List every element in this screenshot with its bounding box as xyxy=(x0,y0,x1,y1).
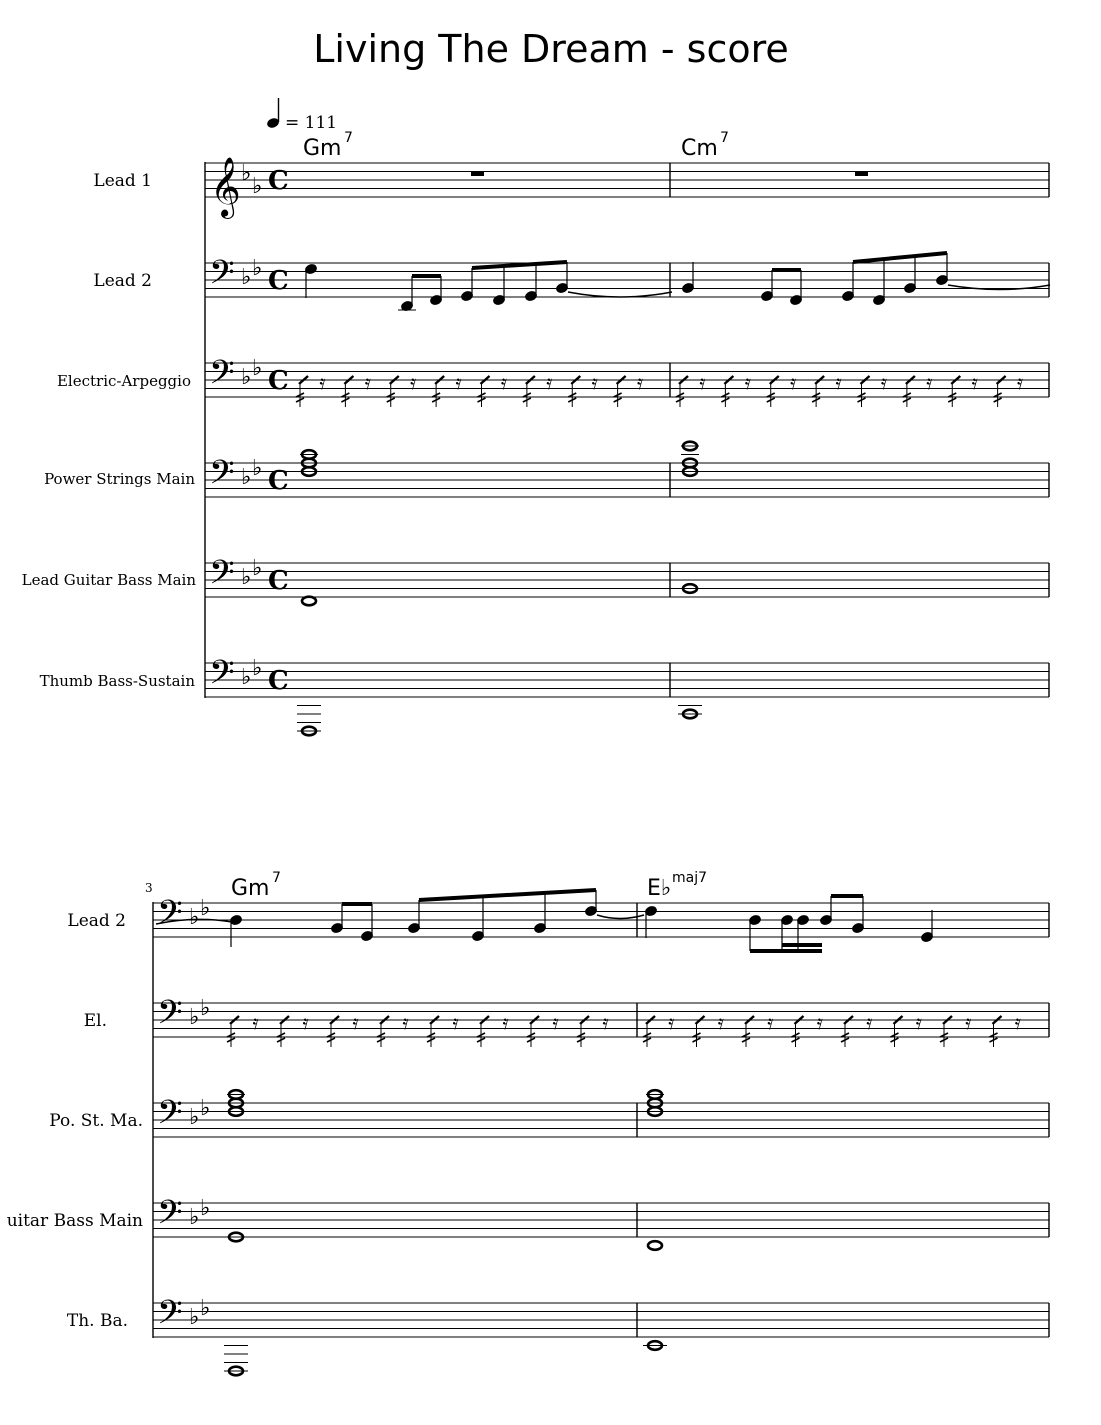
sixteenth-rest: 𝄿 xyxy=(546,370,553,394)
lead-2-notes-measure-2 xyxy=(681,253,1050,306)
slash-note xyxy=(427,1016,439,1047)
bass-clef: 𝄢 xyxy=(157,1194,183,1240)
slash-note xyxy=(841,1016,853,1047)
slash-note xyxy=(643,1016,655,1047)
slash-note xyxy=(432,376,444,407)
slash-note xyxy=(227,1016,239,1047)
chord-extension: maj7 xyxy=(672,870,708,886)
sixteenth-rest: 𝄿 xyxy=(319,370,326,394)
slash-note xyxy=(994,376,1006,407)
sixteenth-rest: 𝄿 xyxy=(880,370,888,394)
time-signature: C xyxy=(268,666,289,696)
whole-rest xyxy=(855,172,868,177)
sixteenth-rest: 𝄿 xyxy=(500,370,508,394)
sixteenth-rest: 𝄿 xyxy=(591,370,598,394)
whole-note-low xyxy=(678,706,702,719)
bass-clef: 𝄢 xyxy=(209,654,235,700)
sixteenth-rest: 𝄿 xyxy=(668,1010,675,1034)
sixteenth-rest: 𝄿 xyxy=(410,370,417,394)
sixteenth-rest: 𝄿 xyxy=(252,1010,259,1034)
staff-lead-2 xyxy=(205,263,1049,297)
sixteenth-rest: 𝄿 xyxy=(452,1010,459,1034)
bass-clef: 𝄢 xyxy=(209,354,235,400)
sixteenth-rest: 𝄿 xyxy=(1014,1010,1021,1034)
key-signature-flats: ♭ xyxy=(241,665,252,690)
slash-note xyxy=(478,376,490,407)
key-signature-flats: ♭ xyxy=(241,161,252,186)
slash-note xyxy=(693,1016,705,1047)
system-2 xyxy=(7,870,1049,1375)
sixteenth-rest: 𝄿 xyxy=(364,370,371,394)
key-signature-flats: ♭ xyxy=(252,656,263,681)
key-signature-flats: ♭ xyxy=(200,1096,211,1121)
sixteenth-rest: 𝄿 xyxy=(790,370,797,394)
time-signature: C xyxy=(268,366,289,396)
sixteenth-rest: 𝄿 xyxy=(352,1010,359,1034)
sixteenth-rest: 𝄿 xyxy=(502,1010,509,1034)
key-signature-flats: ♭ xyxy=(252,556,263,581)
sixteenth-rest: 𝄿 xyxy=(816,1010,823,1034)
sixteenth-rest: 𝄿 xyxy=(637,370,644,394)
staff-power-strings xyxy=(205,463,1049,497)
sixteenth-rest: 𝄿 xyxy=(302,1010,309,1034)
key-signature-flats: ♭ xyxy=(189,1305,200,1330)
slash-note xyxy=(721,376,733,407)
chord-extension: 7 xyxy=(344,130,353,146)
staff-thumb-bass xyxy=(205,663,1049,697)
slash-note xyxy=(792,1016,804,1047)
sixteenth-rest: 𝄿 xyxy=(699,370,706,394)
slash-note xyxy=(387,376,399,407)
sixteenth-rest: 𝄿 xyxy=(1017,370,1024,394)
whole-note-low xyxy=(648,1241,662,1250)
chord-symbol xyxy=(647,870,707,901)
time-signature: C xyxy=(268,566,289,596)
key-signature-flats: ♭ xyxy=(241,365,252,390)
key-signature-flats: ♭ xyxy=(241,465,252,490)
key-signature-flats: ♭ xyxy=(189,905,200,930)
bass-clef: 𝄢 xyxy=(157,894,183,940)
key-signature-flats: ♭ xyxy=(189,1205,200,1230)
sixteenth-rest: 𝄿 xyxy=(552,1010,559,1034)
slash-note xyxy=(812,376,824,407)
sixteenth-rest: 𝄿 xyxy=(915,1010,922,1034)
instrument-name-lead-2: Lead 2 xyxy=(93,271,152,291)
instrument-name-lead-1: Lead 1 xyxy=(93,171,152,191)
slash-note xyxy=(742,1016,754,1047)
sixteenth-rest: 𝄿 xyxy=(971,370,978,394)
key-signature-flats: ♭ xyxy=(200,996,211,1021)
sixteenth-rest: 𝄿 xyxy=(965,1010,972,1034)
instrument-name-power-strings-abbrev: Po. St. Ma. xyxy=(49,1111,143,1131)
instrument-name-electric-arpeggio: Electric-Arpeggio xyxy=(56,372,191,390)
staff-lead-2 xyxy=(153,903,1049,937)
chord-extension: 7 xyxy=(272,870,281,886)
slash-note xyxy=(327,1016,339,1047)
whole-note xyxy=(302,597,316,606)
bass-clef: 𝄢 xyxy=(209,554,235,600)
sixteenth-rest: 𝄿 xyxy=(602,1010,609,1034)
chord-root: Cm xyxy=(681,136,718,161)
slash-note xyxy=(577,1016,589,1047)
staff-power-strings xyxy=(153,1103,1049,1137)
measure-number: 3 xyxy=(145,881,153,895)
instrument-name-thumb-bass-abbrev: Th. Ba. xyxy=(66,1311,128,1331)
instrument-name-lead-2: Lead 2 xyxy=(67,911,126,931)
sixteenth-rest: 𝄿 xyxy=(926,370,933,394)
key-signature-flats: ♭ xyxy=(200,896,211,921)
staff-lead-guitar-bass xyxy=(205,563,1049,597)
lead-2-notes-measure-1 xyxy=(304,262,672,312)
slash-note xyxy=(891,1016,903,1047)
chord-root: Gm xyxy=(303,136,342,161)
key-signature-flats: ♭ xyxy=(241,265,252,290)
whole-note-low xyxy=(297,706,321,736)
instrument-name-power-strings: Power Strings Main xyxy=(44,470,195,488)
staff-electric-arpeggio xyxy=(205,363,1049,397)
chord-symbol xyxy=(231,870,281,901)
slash-note xyxy=(568,376,580,407)
key-signature-flats: ♭ xyxy=(252,456,263,481)
chord-symbol xyxy=(303,130,353,161)
instrument-name-lead-guitar-bass-clipped: uitar Bass Main xyxy=(6,1211,143,1231)
slash-note xyxy=(296,376,308,407)
staff-lead-1 xyxy=(205,163,1049,197)
instrument-name-electric-arpeggio-abbrev: El. xyxy=(83,1011,107,1031)
staff-thumb-bass xyxy=(153,1303,1049,1337)
sixteenth-rest: 𝄿 xyxy=(744,370,751,394)
slash-note xyxy=(527,1016,539,1047)
time-signature: C xyxy=(268,466,289,496)
bass-clef: 𝄢 xyxy=(209,254,235,300)
chord-root: E♭ xyxy=(647,876,672,901)
slash-note xyxy=(277,1016,289,1047)
chord-extension: 7 xyxy=(720,130,729,146)
key-signature-flats: ♭ xyxy=(200,1296,211,1321)
sixteenth-rest: 𝄿 xyxy=(767,1010,774,1034)
time-signature: C xyxy=(268,166,289,196)
slash-note xyxy=(767,376,779,407)
slash-note xyxy=(477,1016,489,1047)
treble-clef: 𝄞 xyxy=(210,157,241,217)
bass-clef: 𝄢 xyxy=(157,1294,183,1340)
key-signature-flats: ♭ xyxy=(189,1105,200,1130)
slash-note xyxy=(676,376,688,407)
sixteenth-rest: 𝄿 xyxy=(835,370,842,394)
key-signature-flats: ♭ xyxy=(200,1196,211,1221)
key-signature-flats: ♭ xyxy=(189,1005,200,1030)
slash-note xyxy=(990,1016,1002,1047)
tempo-marking xyxy=(266,98,337,133)
key-signature-flats: ♭ xyxy=(252,174,263,199)
system-1 xyxy=(22,130,1050,735)
sixteenth-rest: 𝄿 xyxy=(717,1010,724,1034)
slash-note xyxy=(903,376,915,407)
slash-note xyxy=(940,1016,952,1047)
key-signature-flats: ♭ xyxy=(241,565,252,590)
tempo-text: = 111 xyxy=(285,113,338,133)
slash-note xyxy=(948,376,960,407)
slash-note xyxy=(523,376,535,407)
slash-note xyxy=(341,376,353,407)
sixteenth-rest: 𝄿 xyxy=(866,1010,873,1034)
chord-root: Gm xyxy=(231,876,270,901)
whole-note-low xyxy=(224,1346,248,1376)
slash-note xyxy=(377,1016,389,1047)
time-signature: C xyxy=(268,266,289,296)
bass-clef: 𝄢 xyxy=(157,994,183,1040)
instrument-name-lead-guitar-bass: Lead Guitar Bass Main xyxy=(21,571,196,589)
staff-lead-guitar-bass xyxy=(153,1203,1049,1237)
bass-clef: 𝄢 xyxy=(157,1094,183,1140)
instrument-name-thumb-bass: Thumb Bass-Sustain xyxy=(39,672,195,690)
whole-note-low xyxy=(643,1341,667,1350)
whole-rest xyxy=(471,172,484,177)
lead-2-notes-measure-4 xyxy=(644,896,933,951)
chord-symbol xyxy=(681,130,729,161)
whole-note-chord xyxy=(681,442,699,476)
sixteenth-rest: 𝄿 xyxy=(455,370,462,394)
slash-note xyxy=(858,376,870,407)
sixteenth-rest: 𝄿 xyxy=(402,1010,409,1034)
key-signature-flats: ♭ xyxy=(252,356,263,381)
key-signature-flats: ♭ xyxy=(252,256,263,281)
bass-clef: 𝄢 xyxy=(209,454,235,500)
lead-2-notes-measure-3 xyxy=(156,890,644,947)
slash-note xyxy=(614,376,626,407)
score-title: Living The Dream - score xyxy=(313,27,789,71)
staff-electric-arpeggio xyxy=(153,1003,1049,1037)
